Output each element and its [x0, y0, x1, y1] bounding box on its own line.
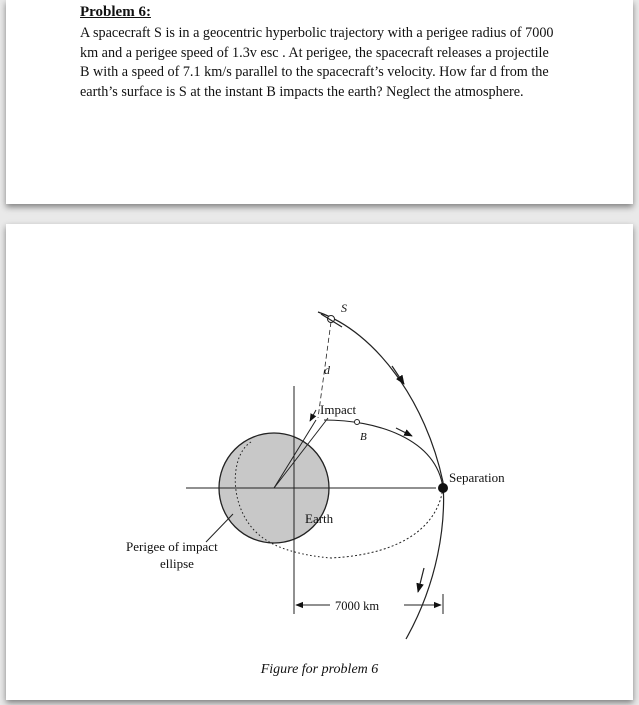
label-impact: Impact [320, 402, 357, 417]
label-perigee-line1: Perigee of impact [126, 539, 218, 554]
hyperbolic-trajectory [318, 312, 444, 639]
separation-point [438, 483, 448, 493]
impact-pointer [310, 410, 316, 421]
figure-caption: Figure for problem 6 [260, 662, 379, 677]
projectile-b-marker [355, 420, 360, 425]
orbit-diagram [6, 224, 633, 700]
label-d: d [324, 363, 330, 377]
label-earth: Earth [305, 511, 334, 526]
label-separation: Separation [449, 470, 505, 485]
problem-title: Problem 6: [80, 4, 151, 20]
trajectory-arrow-top [392, 366, 404, 384]
trajectory-arrow-bottom [418, 568, 424, 592]
label-radius: 7000 km [335, 599, 380, 613]
perigee-pointer [206, 514, 233, 542]
problem-statement: A spacecraft S is in a geocentric hyperbolic trajectory with a perigee radius of 7000 km and a perigee speed of 1.3v esc . At perigee, the spacecraft releases a projectile B with a speed of 7.1 km/s parallel to the spacecraft’s velocity. How far d from the earth’s surface is S at the instant B impacts the earth? Neglect the atmosphere. [80, 25, 554, 100]
impact-ellipse-dashed [331, 488, 443, 558]
label-s: S [341, 301, 347, 315]
label-perigee-line2: ellipse [160, 556, 194, 571]
problem-card [6, 0, 633, 204]
impact-ellipse-path [324, 420, 443, 488]
label-b: B [360, 431, 367, 443]
figure-card [6, 224, 633, 700]
